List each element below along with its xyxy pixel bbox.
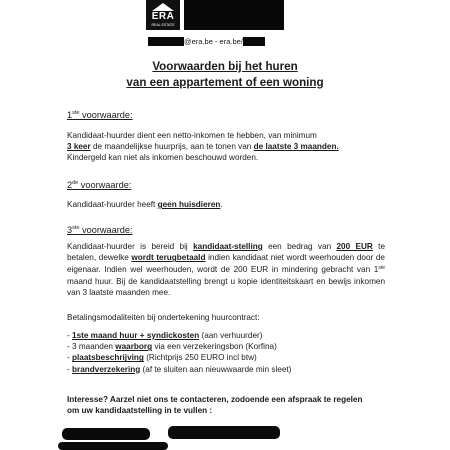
plain-text: te betalen, dewelke [67,242,385,263]
condition-number: 1 [67,110,73,120]
condition-1-line-3: Kindergeld kan niet als inkomen beschouwd worden. [67,153,259,163]
logo-text: ERA [151,11,175,22]
bold-underlined-text: 3 keer [67,142,91,152]
list-item: - 3 maanden waarborg via een verzekeringsbon (Korfina) [67,342,277,352]
redacted-block [184,0,284,30]
condition-label: voorwaarde: [78,180,132,190]
condition-1-line-1: Kandidaat-huurder dient een netto-inkomen te hebben, van minimum [67,131,317,140]
bold-underlined-text: 200 EUR [336,242,373,251]
page-title-line-1: Voorwaarden bij het huren [152,60,298,73]
redacted-url-path [243,37,265,46]
condition-1-heading [67,107,133,121]
condition-number: 2 [67,180,73,190]
bold-underlined-text: kandidaat-stelling [193,242,263,251]
contact-line [148,37,265,46]
condition-label: voorwaarde: [79,225,133,235]
logo-badge [146,0,180,30]
payment-list [67,330,385,375]
payment-heading: Betalingsmodaliteiten bij ondertekening huurcontract: [67,313,260,322]
plain-text: indien kandidaat niet wordt weerhouden door de eigenaar. Indien wel weerhouden, wordt de 200 EUR in mindering gebracht van 1 [67,253,385,275]
list-item: - brandverzekering (af te sluiten aan nieuwwaarde min sleet) [67,364,292,374]
bold-underlined-text: waarborg [115,342,153,352]
list-item: - plaatsbeschrijving (Richtprijs 250 EURO incl btw) [67,353,257,363]
ordinal-suffix: de [72,180,79,186]
condition-label: voorwaarde: [79,110,133,120]
plain-text: de maandelijkse huurprijs, aan te tonen van [90,142,254,152]
bold-underlined-text: plaatsbeschrijving [72,353,144,363]
redacted-contact-1 [62,428,150,440]
footer-line-2: om uw kandidaatstelling in te vullen : [67,406,213,416]
page-title-line-2: van een appartement of een woning [126,76,324,89]
plain-text: Kandidaat-huurder is bereid bij [67,242,194,251]
email-fragment: @era.be - era.be/ [184,37,243,46]
bold-underlined-text: wordt terugbetaald [131,253,206,263]
bold-underlined-text: 1ste maand huur + syndickosten [72,331,200,340]
redacted-contact-2 [168,426,280,439]
condition-3-text [67,241,385,298]
bold-underlined-text: geen huisdieren [157,200,221,209]
plain-text: een bedrag van [262,242,337,251]
condition-1-line-2 [67,141,385,152]
era-logo [146,0,286,28]
condition-2-heading [67,177,131,191]
plain-text: maand huur. Bij de kandidaatstelling brengt u kopie identiteitskaart en bewijs inkomen van 3 laatste maanden mee. [67,276,385,297]
ordinal-suffix: ste [378,265,385,272]
condition-3-heading [67,222,133,236]
condition-2-text [67,199,385,210]
plain-text: Kandidaat-huurder heeft [67,200,158,209]
contact-invitation [67,394,397,416]
logo-subtitle: REAL ESTATE [151,23,175,27]
footer-line-1: Interesse? Aarzel niet ons te contacteren, zodoende een afspraak te regelen [67,395,363,404]
ordinal-suffix: ste [72,110,80,116]
list-item: - 1ste maand huur + syndickosten (aan verhuurder) [67,331,263,340]
redacted-email-user [148,37,184,46]
bold-underlined-text: de laatste 3 maanden. [253,142,339,152]
ordinal-suffix: ste [72,225,80,231]
condition-number: 3 [67,225,73,235]
house-roof-icon [152,3,174,11]
plain-text: . [220,200,223,209]
bold-underlined-text: brandverzekering [72,364,141,374]
condition-1-text [67,130,385,164]
redacted-contact-3 [58,442,168,450]
